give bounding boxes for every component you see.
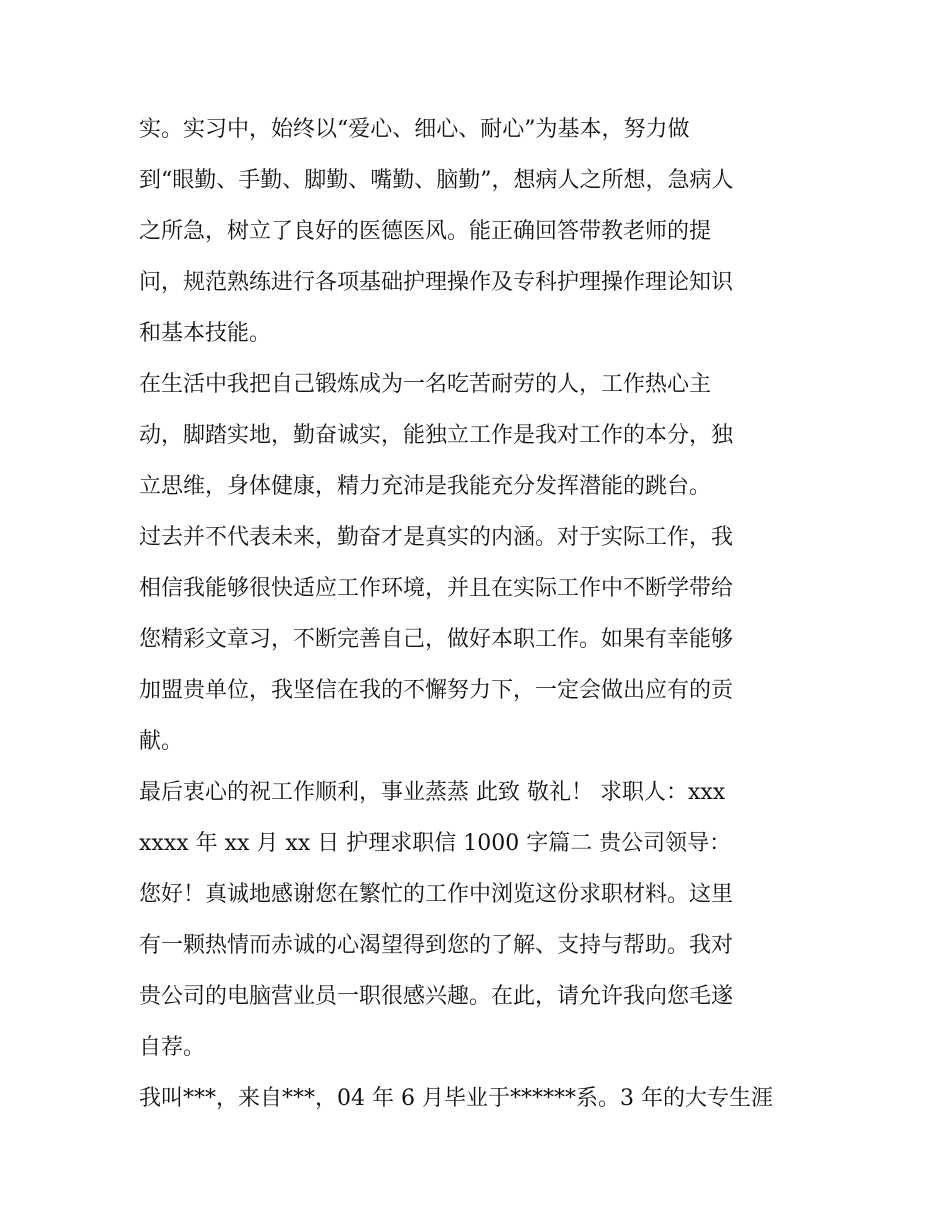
text-line: 在生活中我把自己锻炼成为一名吃苦耐劳的人，工作热心主 (139, 372, 712, 397)
text-line: 加盟贵单位，我坚信在我的不懈努力下，一定会做出应有的贡 (139, 678, 734, 703)
text-line: 问，规范熟练进行各项基础护理操作及专科护理操作理论知识 (139, 270, 734, 295)
text-line: 过去并不代表未来，勤奋才是真实的内涵。对于实际工作，我 (139, 525, 734, 550)
text-line: 之所急，树立了良好的医德医风。能正确回答带教老师的提 (139, 219, 712, 244)
text-line: 相信我能够很快适应工作环境，并且在实际工作中不断学带给 (139, 576, 734, 601)
text-line: 最后衷心的祝工作顺利，事业蒸蒸 此致 敬礼！ 求职人：xxx (139, 780, 726, 805)
text-line: 贵公司的电脑营业员一职很感兴趣。在此，请允许我向您毛遂 (139, 984, 734, 1009)
text-line: 献。 (139, 729, 184, 754)
text-line: 立思维，身体健康，精力充沛是我能充分发挥潜能的跳台。 (139, 474, 712, 499)
text-line: 我叫***，来自***，04 年 6 月毕业于******系。3 年的大专生涯 (139, 1086, 773, 1111)
text-line: 实。实习中，始终以“爱心、细心、耐心”为基本，努力做 (139, 117, 690, 142)
text-line: 和基本技能。 (139, 321, 272, 346)
text-line: xxxx 年 xx 月 xx 日 护理求职信 1000 字篇二 贵公司领导： (139, 831, 732, 856)
text-line: 您精彩文章习，不断完善自己，做好本职工作。如果有幸能够 (139, 627, 734, 652)
text-line: 到“眼勤、手勤、脚勤、嘴勤、脑勤”，想病人之所想，急病人 (139, 168, 734, 193)
document-body (139, 104, 819, 1124)
text-line: 有一颗热情而赤诚的心渴望得到您的了解、支持与帮助。我对 (139, 933, 734, 958)
text-line: 动，脚踏实地，勤奋诚实，能独立工作是我对工作的本分，独 (139, 423, 734, 448)
text-line: 自荐。 (139, 1035, 206, 1060)
text-line: 您好！真诚地感谢您在繁忙的工作中浏览这份求职材料。这里 (139, 882, 734, 907)
